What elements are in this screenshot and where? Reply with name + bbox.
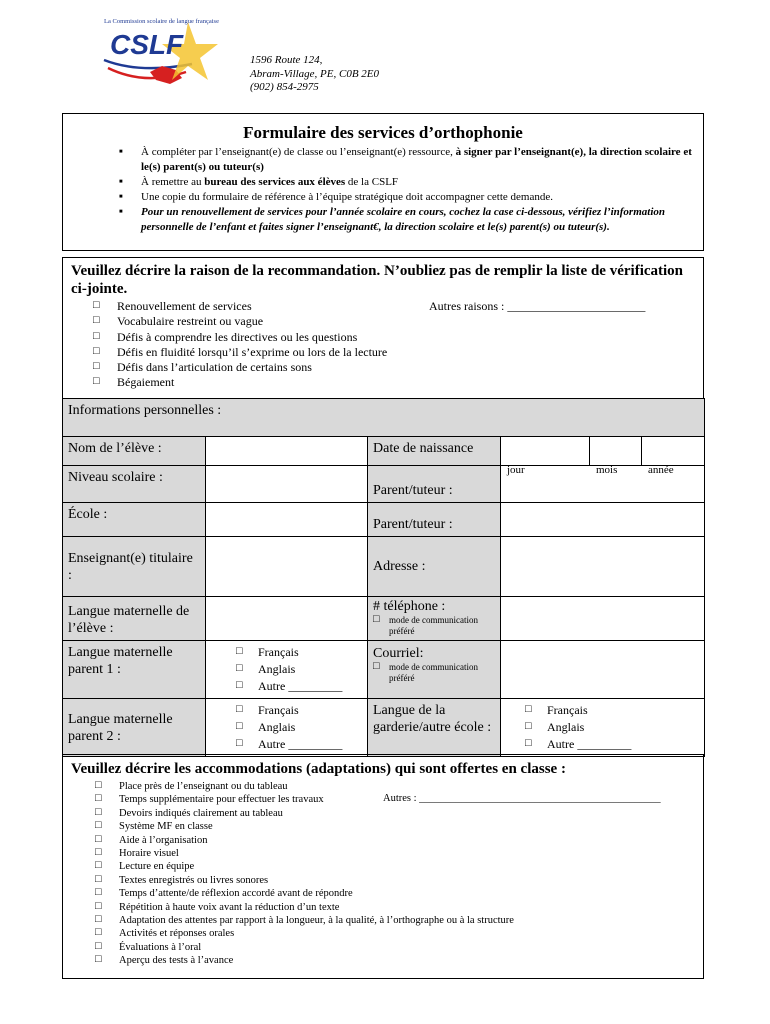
courriel-input[interactable] <box>501 641 705 699</box>
other-accommodations-field[interactable]: Autres : ______________________________________________ <box>383 793 661 804</box>
annee-input[interactable] <box>642 437 705 476</box>
langue-garderie-options <box>501 699 705 757</box>
label-ecole: École : <box>63 503 206 537</box>
instruction-2-text: À remettre au <box>141 176 205 188</box>
accommodation-checkbox[interactable]: □ Textes enregistrés ou livres sonores <box>95 874 514 887</box>
accommodation-checkbox[interactable]: □ Lecture en équipe <box>95 860 514 873</box>
niveau-input[interactable] <box>206 466 368 503</box>
langue-p2-autre[interactable]: □ Autre _________ <box>236 736 362 753</box>
jour-input[interactable] <box>501 437 590 476</box>
accommodation-checkbox[interactable]: □ Aide à l’organisation <box>95 834 514 847</box>
address-phone: (902) 854-2975 <box>250 81 319 93</box>
label-langue-eleve: Langue maternelle de l’élève : <box>63 597 206 641</box>
reason-checkbox[interactable]: □ Défis en fluidité lorsqu’il s’exprime ou lors de la lecture <box>93 345 387 360</box>
parent2-input[interactable] <box>501 503 705 537</box>
label-date-naissance: Date de naissance <box>368 437 501 466</box>
accommodation-checkbox[interactable]: □ Devoirs indiqués clairement au tableau <box>95 807 514 820</box>
mode-comm-checkbox-1[interactable]: □ mode de communication préféré <box>373 615 495 637</box>
accommodations-checklist <box>95 780 514 968</box>
accommodations-box <box>62 754 704 979</box>
langue-eleve-input[interactable] <box>206 597 368 641</box>
langue-p2-en[interactable]: □ Anglais <box>236 719 362 736</box>
address-line2: Abram-Village, PE, C0B 2E0 <box>250 67 380 80</box>
courriel-cell <box>368 641 501 699</box>
label-nom: Nom de l’élève : <box>63 437 206 466</box>
reason-checkbox[interactable]: □ Défis à comprendre les directives ou les questions <box>93 330 387 345</box>
instruction-2-bold: bureau des services aux élèves <box>204 176 346 188</box>
accommodation-checkbox[interactable]: □ Place près de l’enseignant ou du tableau <box>95 780 514 793</box>
label-mois: mois <box>596 464 618 476</box>
accommodation-checkbox[interactable]: □ Activités et réponses orales <box>95 927 514 940</box>
label-langue-garderie: Langue de la garderie/autre école : <box>368 699 501 757</box>
accommodation-checkbox[interactable]: □ Répétition à haute voix avant la réduction d’un texte <box>95 901 514 914</box>
accommodation-checkbox[interactable]: □ Système MF en classe <box>95 820 514 833</box>
label-courriel: Courriel: <box>373 646 424 661</box>
instruction-1-bold: à signer par l’enseignant(e), la direction scolaire et le(s) parent(s) ou tuteur(s) <box>141 146 692 173</box>
accommodation-checkbox[interactable]: □ Horaire visuel <box>95 847 514 860</box>
langue-p2-fr[interactable]: □ Français <box>236 702 362 719</box>
reason-box <box>62 257 704 398</box>
garderie-en[interactable]: □ Anglais <box>525 719 699 736</box>
reason-checkbox[interactable]: □ Renouvellement de services <box>93 299 387 314</box>
accommodation-checkbox[interactable]: □ Aperçu des tests à l’avance <box>95 954 514 967</box>
accommodation-checkbox[interactable]: □ Évaluations à l’oral <box>95 941 514 954</box>
langue-p1-fr[interactable]: □ Français <box>236 644 362 661</box>
form-title: Formulaire des services d’orthophonie <box>243 123 523 142</box>
label-langue-p2: Langue maternelle parent 2 : <box>63 699 206 757</box>
accommodation-checkbox[interactable]: □ Adaptation des attentes par rapport à la longueur, à la qualité, à l’orthographe ou à la structure <box>95 914 514 927</box>
accommodation-checkbox[interactable]: □ Temps supplémentaire pour effectuer les travaux <box>95 793 514 806</box>
instruction-2-end: de la CSLF <box>345 176 399 188</box>
intro-box <box>62 113 704 251</box>
mode-comm-checkbox-2[interactable]: □ mode de communication préféré <box>373 662 495 684</box>
school-address <box>250 54 379 95</box>
logo-graphic <box>100 14 220 94</box>
accommodations-title: Veuillez décrire les accommodations (adaptations) qui sont offertes en classe : <box>71 761 566 777</box>
langue-p1-autre[interactable]: □ Autre _________ <box>236 678 362 695</box>
label-langue-p1: Langue maternelle parent 1 : <box>63 641 206 699</box>
logo-org-text: La Commission scolaire de langue française <box>104 18 219 25</box>
nom-input[interactable] <box>206 437 368 466</box>
instruction-1-text: À compléter par l’enseignant(e) de classe ou l’enseignant(e) ressource, <box>141 146 456 158</box>
instruction-4: ■ Pour un renouvellement de services pour l’année scolaire en cours, cochez la case ci-dessous, vérifiez l’information personnelle de l’enfant et faites signer l’enseignant€, la direction scolaire et le(s) parent(s) ou tuteur(s). <box>119 205 699 235</box>
adresse-input[interactable] <box>501 537 705 597</box>
instruction-1 <box>119 145 699 175</box>
reason-checkbox[interactable]: □ Vocabulaire restreint ou vague <box>93 314 387 329</box>
garderie-autre[interactable]: □ Autre _________ <box>525 736 699 753</box>
reason-checklist <box>93 299 387 391</box>
reason-checkbox[interactable]: □ Défis dans l’articulation de certains sons <box>93 360 387 375</box>
other-reasons-field[interactable]: Autres raisons : _______________________ <box>429 299 646 313</box>
cslf-logo <box>100 14 220 94</box>
label-telephone: # téléphone : <box>373 599 446 614</box>
label-parent1: Parent/tuteur : <box>368 466 501 503</box>
ecole-input[interactable] <box>206 503 368 537</box>
label-enseignant: Enseignant(e) titulaire : <box>63 537 206 597</box>
instruction-2 <box>119 175 699 190</box>
label-parent2: Parent/tuteur : <box>368 503 501 537</box>
langue-p2-options <box>206 699 368 757</box>
garderie-fr[interactable]: □ Français <box>525 702 699 719</box>
address-line1: 1596 Route 124, <box>250 54 323 66</box>
label-adresse: Adresse : <box>368 537 501 597</box>
mois-input[interactable] <box>590 437 642 476</box>
reason-title: Veuillez décrire la raison de la recommandation. N’oubliez pas de remplir la liste de vérification ci-jointe. <box>71 263 684 297</box>
langue-p1-en[interactable]: □ Anglais <box>236 661 362 678</box>
enseignant-input[interactable] <box>206 537 368 597</box>
personal-info-title: Informations personnelles : <box>63 399 705 437</box>
reason-checkbox[interactable]: □ Bégaiement <box>93 375 387 390</box>
accommodation-checkbox[interactable]: □ Temps d’attente/de réflexion accordé avant de répondre <box>95 887 514 900</box>
instructions-list <box>119 145 699 235</box>
label-annee: année <box>648 464 674 476</box>
label-niveau: Niveau scolaire : <box>63 466 206 503</box>
label-jour: jour <box>507 464 525 476</box>
telephone-input[interactable] <box>501 597 705 641</box>
personal-info-table <box>62 398 705 757</box>
instruction-3: ■ Une copie du formulaire de référence à l’équipe stratégique doit accompagner cette demande. <box>119 190 699 205</box>
telephone-cell <box>368 597 501 641</box>
langue-p1-options <box>206 641 368 699</box>
logo-text: CSLF <box>110 29 184 60</box>
